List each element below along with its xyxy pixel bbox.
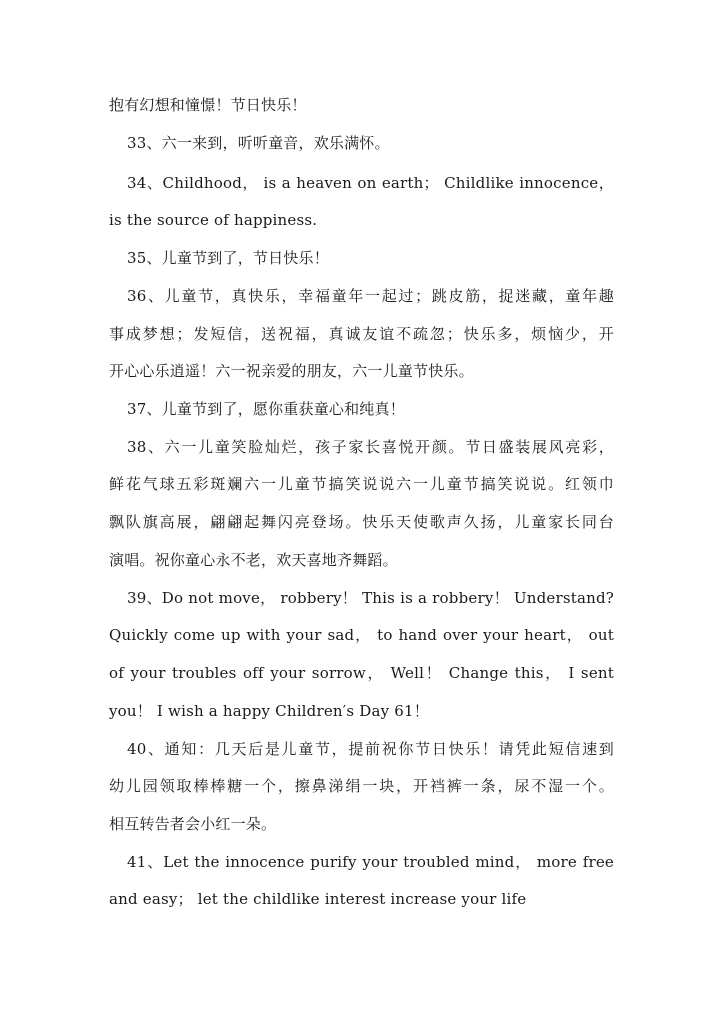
text-line: 41、Let the innocence purify your troubled mind， more free — [127, 853, 614, 871]
text-line: 35、儿童节到了，节日快乐！ — [127, 249, 329, 267]
text-line: and easy； let the childlike interest increase your life — [109, 890, 527, 908]
text-line: you！ I wish a happy Children′s Day 61！ — [109, 702, 429, 720]
text-line: 幼儿园领取棒棒糖一个，擦鼻涕绢一块，开裆裤一条，尿不湿一个。 — [109, 777, 614, 795]
text-line: Quickly come up with your sad， to hand over your heart， out — [109, 626, 614, 644]
text-line: of your troubles off your sorrow， Well！ Change this， I sent — [109, 664, 614, 682]
text-line: 演唱。祝你童心永不老，欢天喜地齐舞蹈。 — [109, 551, 398, 569]
text-line: 33、六一来到，听听童音，欢乐满怀。 — [127, 134, 390, 152]
text-line: 34、Childhood， is a heaven on earth； Childlike innocence， — [127, 174, 614, 192]
text-line: 抱有幻想和憧憬！节日快乐！ — [109, 96, 307, 114]
text-line: is the source of happiness. — [109, 211, 318, 229]
text-line: 38、六一儿童笑脸灿烂，孩子家长喜悦开颜。节日盛装展风亮彩， — [127, 438, 614, 456]
text-line: 40、通知：几天后是儿童节，提前祝你节日快乐！请凭此短信速到 — [127, 740, 614, 758]
text-line: 相互转告者会小红一朵。 — [109, 815, 277, 833]
text-line: 开心心乐逍遥！六一祝亲爱的朋友，六一儿童节快乐。 — [109, 362, 474, 380]
text-line: 飘队旗高展，翩翩起舞闪亮登场。快乐天使歌声久扬，儿童家长同台 — [109, 513, 614, 531]
text-line: 39、Do not move， robbery！ This is a robbery！ Understand? — [127, 589, 614, 607]
text-line: 37、儿童节到了，愿你重获童心和纯真！ — [127, 400, 405, 418]
text-line: 鲜花气球五彩斑斓六一儿童节搞笑说说六一儿童节搞笑说说。红领巾 — [109, 475, 614, 493]
text-line: 事成梦想；发短信，送祝福，真诚友谊不疏忽；快乐多，烦恼少，开 — [109, 325, 614, 343]
text-line: 36、儿童节，真快乐，幸福童年一起过；跳皮筋，捉迷藏，童年趣 — [127, 287, 614, 305]
